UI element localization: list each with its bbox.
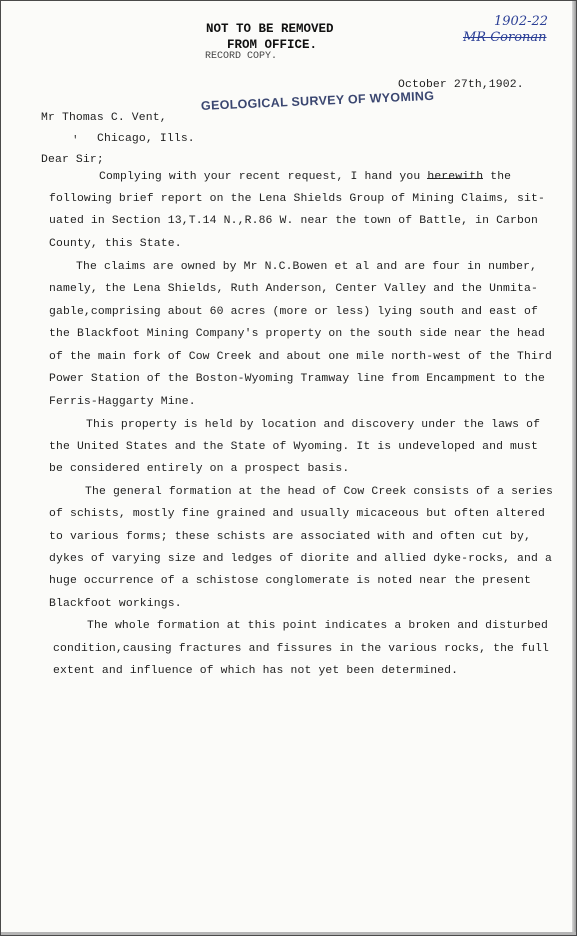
page-edge-shadow [572,1,576,935]
paragraph-1-line-2: following brief report on the Lena Shields Group of Mining Claims, sit- [49,193,545,205]
paragraph-1-line-1: Complying with your recent request, I hand you herewith the [99,171,512,183]
paragraph-2-line-2: namely, the Lena Shields, Ruth Anderson, Center Valley and the Unmita- [49,283,538,295]
handwritten-file-number: 1902-22 [494,14,549,29]
paragraph-3-line-2: the United States and the State of Wyoming. It is undeveloped and must [49,441,538,453]
geological-survey-stamp: GEOLOGICAL SURVEY OF WYOMING [200,88,435,113]
paragraph-4-line-4: dykes of varying size and ledges of diorite and allied dyke-rocks, and a [49,553,552,565]
struck-word: herewith [427,171,484,183]
not-removed-stamp-line1: NOT TO BE REMOVED [206,22,334,36]
not-removed-stamp-line2: FROM OFFICE. [227,38,318,52]
paragraph-3-line-1: This property is held by location and discovery under the laws of [86,419,541,431]
handwritten-initials: MR Coronan [463,30,547,45]
paragraph-2-line-5: of the main fork of Cow Creek and about one mile north-west of the Third [49,351,552,363]
paragraph-1-line-3: uated in Section 13,T.14 N.,R.86 W. near the town of Battle, in Carbon [49,215,538,227]
paragraph-4-line-1: The general formation at the head of Cow Creek consists of a series [85,486,554,498]
margin-mark: ' [72,135,79,147]
addressee-city: Chicago, Ills. [97,133,195,145]
record-copy-label: RECORD COPY. [205,51,278,62]
paragraph-2-line-6: Power Station of the Boston-Wyoming Tramway line from Encampment to the [49,373,545,385]
paragraph-4-line-5: huge occurrence of a schistose conglomerate is noted near the present [49,575,531,587]
paragraph-5-line-1: The whole formation at this point indicates a broken and disturbed [87,620,549,632]
addressee-name: Mr Thomas C. Vent, [41,112,167,124]
paragraph-1-line-4: County, this State. [49,238,182,250]
paragraph-3-line-3: be considered entirely on a prospect basis. [49,463,350,475]
paragraph-5-line-2: condition,causing fractures and fissures in the various rocks, the full [53,643,549,655]
paragraph-4-line-2: of schists, mostly fine grained and usually micaceous but often altered [49,508,545,520]
salutation: Dear Sir; [41,154,104,166]
paragraph-2-line-1: The claims are owned by Mr N.C.Bowen et al and are four in number, [76,261,538,273]
paragraph-2-line-7: Ferris-Haggarty Mine. [49,396,196,408]
letter-date: October 27th,1902. [398,79,524,91]
paragraph-5-line-3: extent and influence of which has not yet been determined. [53,665,459,677]
paragraph-4-line-6: Blackfoot workings. [49,598,182,610]
paragraph-4-line-3: to various forms; these schists are associated with and often cut by, [49,531,531,543]
paragraph-2-line-3: gable,comprising about 60 acres (more or less) lying south and east of [49,306,538,318]
page-bottom-edge [1,932,576,935]
paragraph-2-line-4: the Blackfoot Mining Company's property on the south side near the head [49,328,545,340]
